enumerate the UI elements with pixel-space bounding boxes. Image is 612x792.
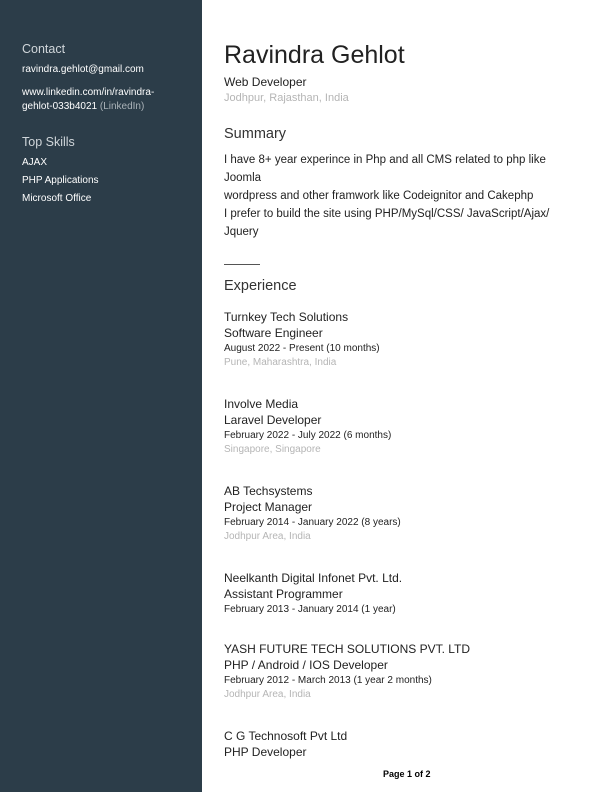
company: Turnkey Tech Solutions [224, 310, 349, 324]
section-divider [224, 264, 260, 265]
linkedin-link-cont[interactable] [22, 101, 144, 112]
dates: August 2022 - Present (10 months) [224, 343, 380, 354]
company: Involve Media [224, 397, 299, 411]
skill-item: AJAX [22, 157, 48, 168]
experience-heading: Experience [224, 278, 297, 294]
linkedin-tag: (LinkedIn) [99, 101, 145, 112]
job-location: Jodhpur Area, India [224, 689, 311, 700]
job-location: Jodhpur Area, India [224, 531, 311, 542]
summary-line: wordpress and other framwork like Codeignitor and Cakephp [224, 190, 534, 202]
job-location: Singapore, Singapore [224, 444, 321, 455]
page-number: Page 1 of 2 [383, 769, 431, 779]
skill-item: PHP Applications [22, 175, 99, 186]
role: Project Manager [224, 500, 313, 514]
role: Laravel Developer [224, 413, 322, 427]
location: Jodhpur, Rajasthan, India [224, 92, 349, 104]
role: PHP / Android / IOS Developer [224, 658, 388, 672]
contact-heading: Contact [22, 42, 66, 56]
summary-line: Joomla [224, 172, 262, 184]
person-name: Ravindra Gehlot [224, 41, 405, 69]
skills-heading: Top Skills [22, 135, 75, 149]
dates: February 2012 - March 2013 (1 year 2 months) [224, 675, 432, 686]
role: Assistant Programmer [224, 587, 343, 601]
role: PHP Developer [224, 745, 307, 759]
job-location: Pune, Maharashtra, India [224, 357, 337, 368]
dates: February 2013 - January 2014 (1 year) [224, 604, 396, 615]
linkedin-url-part[interactable]: gehlot-033b4021 [22, 101, 98, 112]
role: Software Engineer [224, 326, 323, 340]
dates: February 2014 - January 2022 (8 years) [224, 517, 401, 528]
email-link[interactable]: ravindra.gehlot@gmail.com [22, 64, 144, 75]
company: YASH FUTURE TECH SOLUTIONS PVT. LTD [224, 642, 471, 656]
summary-line: I prefer to build the site using PHP/MySql/CSS/ JavaScript/Ajax/ [224, 208, 550, 220]
dates: February 2022 - July 2022 (6 months) [224, 430, 392, 441]
skill-item: Microsoft Office [22, 193, 92, 204]
summary-line: I have 8+ year experince in Php and all CMS related to php like [224, 154, 546, 166]
headline: Web Developer [224, 75, 307, 89]
sidebar [0, 0, 202, 792]
company: C G Technosoft Pvt Ltd [224, 729, 348, 743]
linkedin-link[interactable]: www.linkedin.com/in/ravindra- [22, 87, 155, 98]
summary-heading: Summary [224, 126, 287, 142]
company: Neelkanth Digital Infonet Pvt. Ltd. [224, 571, 403, 585]
company: AB Techsystems [224, 484, 313, 498]
summary-line: Jquery [224, 226, 259, 238]
